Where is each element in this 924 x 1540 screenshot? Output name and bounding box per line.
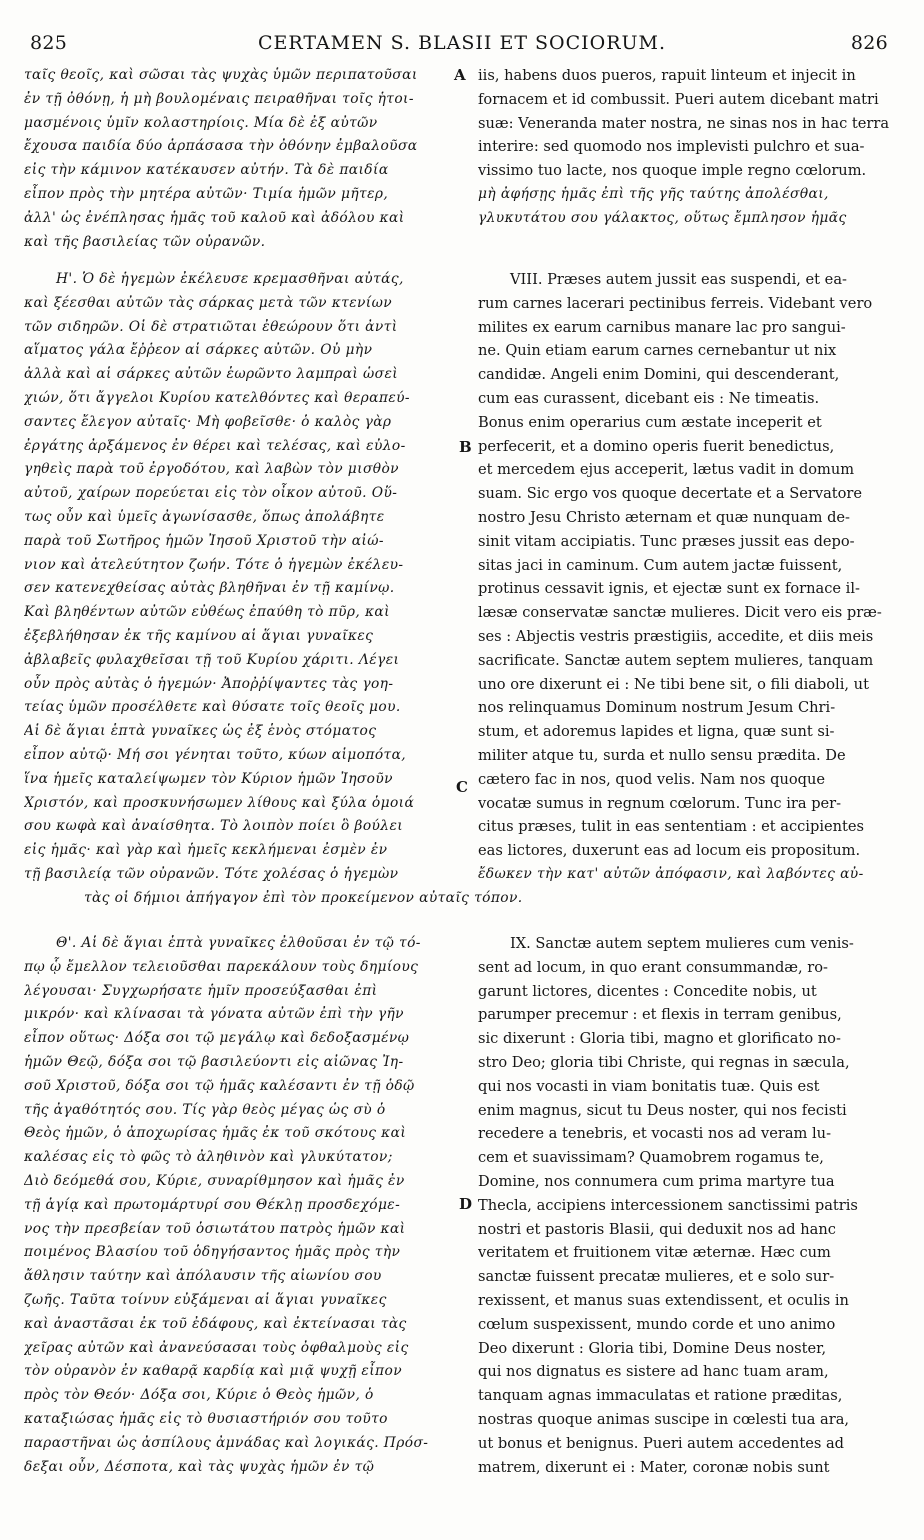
- latin-line: tanquam agnas immaculatas et ratione præditas,: [478, 1387, 843, 1405]
- greek-line: ἵνα ἡμεῖς καταλείψωμεν τὸν Κύριον ἡμῶν Ἰησοῦν: [24, 770, 393, 787]
- greek-line: μασμένοις ὑμῖν κολαστηρίοις. Μία δὲ ἐξ αὐτῶν: [24, 114, 378, 131]
- latin-line: suæ: Veneranda mater nostra, ne sinas nos in hac terra: [478, 114, 890, 132]
- latin-line: ne. Quin etiam earum carnes cernebantur ut nix: [478, 342, 837, 360]
- section-heading-viii-greek: Η'. Ὁ δὲ ἡγεμὼν ἐκέλευσε κρεμασθῆναι αὐτάς,: [56, 271, 404, 287]
- latin-column-section-1: [478, 64, 898, 183]
- latin-line: vissimo tuo lacte, nos quoque imple regno cœlorum.: [478, 162, 867, 180]
- greek-column-section-2: [24, 268, 464, 887]
- latin-line: sinit vitam accipiatis. Tunc præses jussit eas depo-: [478, 532, 855, 550]
- latin-line: militer atque tu, surda et nullo sensu prædita. De: [478, 746, 846, 764]
- latin-line: fornacem et id combussit. Pueri autem dicebant matri: [478, 90, 879, 108]
- greek-line: παρὰ τοῦ Σωτῆρος ἡμῶν Ἰησοῦ Χριστοῦ τὴν αἰώ-: [24, 532, 384, 549]
- greek-line: μὴ ἀφήσῃς ἡμᾶς ἐπὶ τῆς γῆς ταύτης ἀπολέσθαι,: [478, 186, 829, 202]
- latin-line: parumper precemur : et flexis in terram genibus,: [478, 1006, 842, 1024]
- greek-line: νιον καὶ ἀτελεύτητον ζωήν. Τότε ὁ ἡγεμὼν ἐκέλευ-: [24, 556, 404, 573]
- greek-line: ἀλλ' ὡς ἐνέπλησας ἡμᾶς τοῦ καλοῦ καὶ ἀδόλου καὶ: [24, 209, 405, 226]
- greek-line: σου κωφὰ καὶ ἀναίσθητα. Τὸ λοιπὸν ποίει ὃ βούλει: [24, 818, 404, 835]
- column-marker-d: D: [459, 1195, 473, 1213]
- greek-line: ἀλλὰ καὶ αἱ σάρκες αὐτῶν ἑωρῶντο λαμπραὶ ὡσεὶ: [24, 366, 399, 383]
- greek-line: καὶ τῆς βασιλείας τῶν οὐρανῶν.: [24, 233, 266, 250]
- greek-line: ἐργάτης ἀρξάμενος ἐν θέρει καὶ τελέσας, καὶ εὐλο-: [24, 437, 406, 454]
- latin-line: candidæ. Angeli enim Domini, qui descenderant,: [478, 366, 840, 384]
- latin-line: rum carnes lacerari pectinibus ferreis. Videbant vero: [478, 294, 873, 312]
- greek-line: καὶ ξέεσθαι αὐτῶν τὰς σάρκας μετὰ τῶν κτενίων: [24, 294, 393, 311]
- greek-line: Χριστόν, καὶ προσκυνήσωμεν λίθους καὶ ξύλα ὁμοιά: [24, 794, 415, 811]
- greek-line: αὐτοῦ, χαίρων πορεύεται εἰς τὸν οἶκον αὐτοῦ. Οὕ-: [24, 485, 398, 502]
- greek-line: καλέσας εἰς τὸ φῶς τὸ ἀληθινὸν καὶ γλυκύτατον;: [24, 1149, 393, 1166]
- latin-line: stro Deo; gloria tibi Christe, qui regnas in sæcula,: [478, 1053, 850, 1071]
- greek-line: ἔδωκεν τὴν κατ' αὐτῶν ἀπόφασιν, καὶ λαβόντες αὐ-: [478, 865, 864, 882]
- greek-line: δεξαι οὖν, Δέσποτα, καὶ τὰς ψυχὰς ἡμῶν ἐν τῷ: [24, 1458, 375, 1475]
- latin-line: perfecerit, et a domino operis fuerit benedictus,: [478, 437, 835, 455]
- section-heading-viii-latin: VIII. Præses autem jussit eas suspendi, et ea-: [510, 271, 847, 288]
- greek-line: γλυκυτάτου σου γάλακτος, οὕτως ἔμπλησον ἡμᾶς: [478, 209, 847, 226]
- latin-line: sacrificate. Sanctæ autem septem mulieres, tanquam: [478, 651, 874, 669]
- greek-line: αἵματος γάλα ἔῤῥεον αἱ σάρκες αὐτῶν. Οὐ μὴν: [24, 342, 373, 359]
- greek-line: καταξιώσας ἡμᾶς εἰς τὸ θυσιαστήριόν σου τοῦτο: [24, 1410, 388, 1427]
- greek-line: ταῖς θεοῖς, καὶ σῶσαι τὰς ψυχὰς ὑμῶν περιπατοῦσαι: [24, 67, 418, 83]
- latin-line: sent ad locum, in quo erant consummandæ, ro-: [478, 958, 828, 976]
- greek-line: τῇ βασιλείᾳ τῶν οὐρανῶν. Τότε χολέσας ὁ ἡγεμὼν: [24, 865, 399, 882]
- running-title: CERTAMEN S. BLASII ET SOCIORUM.: [257, 32, 667, 54]
- greek-line: ἐξεβλήθησαν ἐκ τῆς καμίνου αἱ ἅγιαι γυναῖκες: [24, 627, 374, 644]
- page-number-right: 826: [850, 32, 888, 54]
- latin-line: interire: sed quomodo nos implevisti pulchro et sua-: [478, 138, 865, 156]
- greek-line: σοῦ Χριστοῦ, δόξα σοι τῷ ἡμᾶς καλέσαντι ἐν τῇ ὁδῷ: [24, 1077, 415, 1094]
- greek-line: εἰς τὴν κάμινον κατέκαυσεν αὐτήν. Τὰ δὲ παιδία: [24, 162, 389, 179]
- latin-line: Bonus enim operarius cum æstate inceperit et: [478, 413, 822, 431]
- latin-line: læsæ conservatæ sanctæ mulieres. Dicit vero eis præ-: [478, 604, 882, 622]
- latin-line: nos relinquamus Dominum nostrum Jesum Chri-: [478, 699, 836, 717]
- greek-line: τὸν οὐρανὸν ἐν καθαρᾷ καρδίᾳ καὶ μιᾷ ψυχῇ εἶπον: [24, 1363, 403, 1380]
- greek-line: σαντες ἔλεγον αὐταῖς· Μὴ φοβεῖσθε· ὁ καλὸς γὰρ: [24, 413, 392, 430]
- latin-line: uno ore dixerunt ei : Ne tibi bene sit, o fili diaboli, ut: [478, 675, 869, 693]
- latin-line: et mercedem ejus acceperit, lætus vadit in domum: [478, 461, 855, 479]
- latin-line: rexissent, et manus suas extendissent, et oculis in: [478, 1291, 849, 1309]
- greek-line: τείας ὑμῶν προσέλθετε καὶ θύσατε τοῖς θεοῖς μου.: [24, 699, 401, 716]
- latin-line: matrem, dixerunt ei : Mater, coronæ nobis sunt: [478, 1458, 830, 1476]
- latin-line: garunt lictores, dicentes : Concedite nobis, ut: [478, 982, 817, 1000]
- greek-column-section-1: [24, 64, 464, 254]
- latin-line: sic dixerunt : Gloria tibi, magno et glorificato no-: [478, 1030, 841, 1048]
- latin-line: sitas jaci in caminum. Cum autem jactæ fuissent,: [478, 556, 843, 574]
- latin-column-section-3: [478, 932, 898, 1479]
- latin-line: enim magnus, sicut tu Deus noster, qui nos fecisti: [478, 1101, 847, 1119]
- latin-line: Domine, nos connumera cum prima martyre tua: [478, 1172, 835, 1190]
- greek-line: παραστῆναι ὡς ἀσπίλους ἀμνάδας καὶ λογικάς. Πρόσ-: [24, 1434, 429, 1451]
- latin-line: nostro Jesu Christo æternam et quæ nunquam de-: [478, 508, 850, 526]
- greek-line: οὖν πρὸς αὐτὰς ὁ ἡγεμών· Ἀποῤῥίψαντες τὰς γοη-: [24, 675, 394, 692]
- greek-line: εἶπον οὕτως· Δόξα σοι τῷ μεγάλῳ καὶ δεδοξασμένῳ: [24, 1030, 410, 1047]
- greek-line: εἰς ἡμᾶς· καὶ γὰρ καὶ ἡμεῖς κεκλήμεναι ἐσμὲν ἐν: [24, 842, 388, 859]
- latin-line: ut bonus et benignus. Pueri autem accedentes ad: [478, 1434, 844, 1452]
- greek-line: καὶ ἀναστᾶσαι ἐκ τοῦ ἐδάφους, καὶ ἐκτείνασαι τὰς: [24, 1315, 407, 1332]
- greek-line: τως οὖν καὶ ὑμεῖς ἀγωνίσασθε, ὅπως ἀπολάβητε: [24, 508, 385, 525]
- latin-line: stum, et adoremus lapides et ligna, quæ sunt si-: [478, 723, 835, 741]
- latin-line: veritatem et fruitionem vitæ æternæ. Hæc cum: [478, 1244, 831, 1262]
- greek-line: τῇ ἁγίᾳ καὶ πρωτομάρτυρί σου Θέκλῃ προσδεχόμε-: [24, 1196, 401, 1213]
- greek-full-width-line: [24, 887, 900, 911]
- latin-line: iis, habens duos pueros, rapuit linteum et injecit in: [478, 67, 856, 84]
- greek-line: λέγουσαι· Συγχωρήσατε ἡμῖν προσεύξασθαι ἐπὶ: [24, 982, 378, 999]
- column-marker-a: A: [454, 66, 466, 84]
- greek-line: τῶν σιδηρῶν. Οἱ δὲ στρατιῶται ἐθεώρουν ὅτι ἀντὶ: [24, 318, 398, 335]
- page-header: [0, 32, 924, 62]
- latin-line: suam. Sic ergo vos quoque decertate et a Servatore: [478, 485, 863, 503]
- greek-line: σεν κατενεχθείσας αὐτὰς βληθῆναι ἐν τῇ καμίνῳ.: [24, 580, 395, 597]
- greek-line: μικρόν· καὶ κλίνασαι τὰ γόνατα αὐτῶν ἐπὶ τὴν γῆν: [24, 1006, 404, 1023]
- column-marker-b: B: [459, 438, 472, 456]
- greek-line: Διὸ δεόμεθά σου, Κύριε, συναρίθμησον καὶ ἡμᾶς ἐν: [24, 1172, 405, 1189]
- greek-line: Καὶ βληθέντων αὐτῶν εὐθέως ἐπαύθη τὸ πῦρ, καὶ: [24, 604, 390, 621]
- section-heading-ix-greek: Θ'. Αἱ δὲ ἅγιαι ἑπτὰ γυναῖκες ἐλθοῦσαι ἐν τῷ τό-: [56, 935, 421, 951]
- greek-line: νος τὴν πρεσβείαν τοῦ ὁσιωτάτου πατρὸς ἡμῶν καὶ: [24, 1220, 406, 1237]
- greek-tail-section-1: [478, 183, 898, 231]
- greek-line: Αἱ δὲ ἅγιαι ἑπτὰ γυναῖκες ὡς ἐξ ἑνὸς στόματος: [24, 723, 377, 740]
- greek-line: ἐν τῇ ὀθόνῃ, ἡ μὴ βουλομέναις πειραθῆναι τοῖς ἡτοι-: [24, 90, 414, 107]
- latin-line: nostras quoque animas suscipe in cœlesti tua ara,: [478, 1410, 850, 1428]
- greek-line: ζωῆς. Ταῦτα τοίνυν εὐξάμεναι αἱ ἅγιαι γυναῖκες: [24, 1291, 387, 1308]
- greek-line: ἔχουσα παιδία δύο ἁρπάσασα τὴν ὀθόνην ἐμβαλοῦσα: [24, 138, 418, 155]
- greek-column-section-3: [24, 932, 464, 1479]
- greek-line: πρὸς τὸν Θεόν· Δόξα σοι, Κύριε ὁ Θεὸς ἡμῶν, ὁ: [24, 1387, 374, 1404]
- latin-line: qui nos dignatus es sistere ad hanc tuam aram,: [478, 1363, 829, 1381]
- latin-line: vocatæ sumus in regnum cœlorum. Tunc ira per-: [478, 794, 842, 812]
- latin-line: milites ex earum carnibus manare lac pro sangui-: [478, 318, 846, 336]
- page-number-left: 825: [30, 32, 68, 54]
- greek-line: χιών, ὅτι ἄγγελοι Κυρίου κατελθόντες καὶ θεραπεύ-: [24, 389, 410, 406]
- latin-line: eas lictores, duxerunt eas ad locum eis propositum.: [478, 842, 861, 860]
- latin-line: recedere a tenebris, et vocasti nos ad veram lu-: [478, 1125, 832, 1143]
- latin-column-section-2: [478, 268, 898, 887]
- latin-line: protinus cessavit ignis, et ejectæ sunt ex fornace il-: [478, 580, 860, 598]
- greek-line: ἄθλησιν ταύτην καὶ ἀπόλαυσιν τῆς αἰωνίου σου: [24, 1268, 382, 1285]
- greek-line: ἀβλαβεῖς φυλαχθεῖσαι τῇ τοῦ Κυρίου χάριτι. Λέγει: [24, 651, 400, 668]
- latin-line: cem et suavissimam? Quamobrem rogamus te,: [478, 1149, 824, 1167]
- latin-line: Thecla, accipiens intercessionem sanctissimi patris: [478, 1196, 858, 1214]
- greek-line: τὰς οἱ δήμιοι ἀπήγαγον ἐπὶ τὸν προκείμενον αὐταῖς τόπον.: [84, 890, 523, 906]
- section-heading-ix-latin: IX. Sanctæ autem septem mulieres cum venis-: [510, 935, 854, 952]
- greek-line: γηθεὶς παρὰ τοῦ ἐργοδότου, καὶ λαβὼν τὸν μισθὸν: [24, 461, 399, 478]
- latin-line: qui nos vocasti in viam bonitatis tuæ. Quis est: [478, 1077, 820, 1095]
- latin-line: ses : Abjectis vestris præstigiis, accedite, et diis meis: [478, 627, 874, 645]
- latin-line: cœlum suspexissent, mundo corde et uno animo: [478, 1315, 836, 1333]
- latin-line: cum eas curassent, dicebant eis : Ne timeatis.: [478, 389, 820, 407]
- latin-line: nostri et pastoris Blasii, qui deduxit nos ad hanc: [478, 1220, 836, 1238]
- greek-line: ποιμένος Βλασίου τοῦ ὁδηγήσαντος ἡμᾶς πρὸς τὴν: [24, 1244, 401, 1261]
- latin-line: sanctæ fuissent precatæ mulieres, et e solo sur-: [478, 1268, 835, 1286]
- greek-line: εἶπον αὐτῷ· Μή σοι γένηται τοῦτο, κύων αἱμοπότα,: [24, 746, 407, 763]
- column-marker-c: C: [456, 778, 468, 796]
- latin-line: citus præses, tulit in eas sententiam : et accipientes: [478, 818, 865, 836]
- greek-line: τῆς ἀγαθότητός σου. Τίς γὰρ θεὸς μέγας ὡς σὺ ὁ: [24, 1101, 386, 1118]
- latin-line: cætero fac in nos, quod velis. Nam nos quoque: [478, 770, 826, 788]
- greek-line: Θεὸς ἡμῶν, ὁ ἀποχωρίσας ἡμᾶς ἐκ τοῦ σκότους καὶ: [24, 1125, 407, 1142]
- greek-line: εἶπον πρὸς τὴν μητέρα αὐτῶν· Τιμία ἡμῶν μῆτερ,: [24, 185, 389, 202]
- latin-line: Deo dixerunt : Gloria tibi, Domine Deus noster,: [478, 1339, 827, 1357]
- greek-line: πῳ ᾧ ἔμελλον τελειοῦσθαι παρεκάλουν τοὺς δημίους: [24, 958, 419, 975]
- greek-line: ἡμῶν Θεῷ, δόξα σοι τῷ βασιλεύοντι εἰς αἰῶνας Ἰη-: [24, 1053, 404, 1070]
- greek-line: χεῖρας αὐτῶν καὶ ἀνανεύσασαι τοὺς ὀφθαλμοὺς εἰς: [24, 1339, 409, 1356]
